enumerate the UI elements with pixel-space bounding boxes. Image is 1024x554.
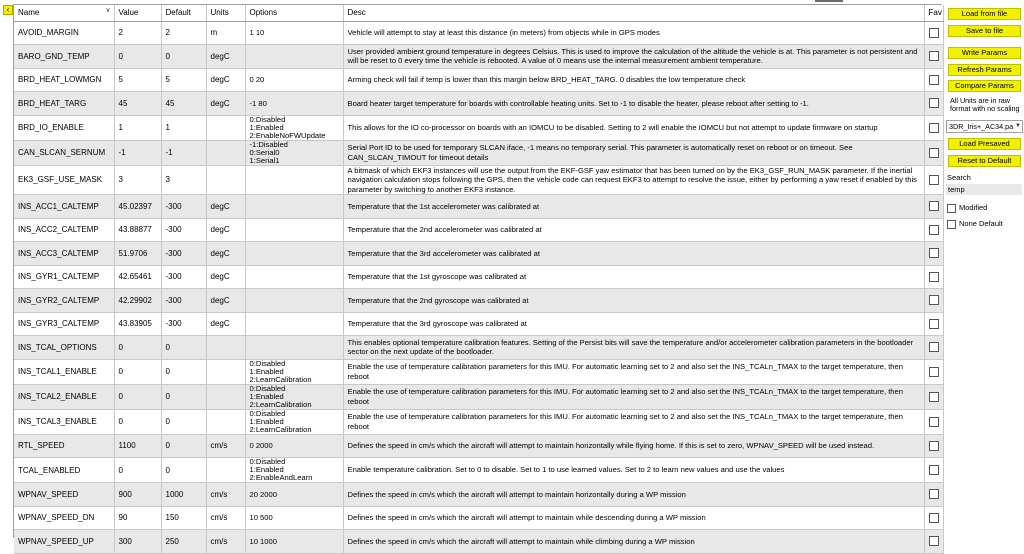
param-value-cell[interactable]: 43.88877: [114, 218, 161, 242]
param-units-cell: cm/s: [206, 434, 245, 458]
param-fav-cell: [924, 265, 943, 289]
param-value-cell[interactable]: 42.65461: [114, 265, 161, 289]
param-options-cell: 0:Disabled 1:Enabled 2:LearnCalibration: [245, 359, 343, 384]
param-fav-cell: [924, 312, 943, 336]
param-name-cell: WPNAV_SPEED_UP: [14, 530, 114, 554]
param-fav-cell: [924, 289, 943, 313]
param-default-cell: -300: [161, 242, 206, 266]
param-units-cell: degC: [206, 92, 245, 116]
table-row[interactable]: [14, 242, 943, 266]
param-desc-cell: Temperature that the 1st gyroscope was calibrated at: [343, 265, 924, 289]
favorite-checkbox[interactable]: [929, 175, 939, 185]
param-desc-cell: Temperature that the 2nd accelerometer was calibrated at: [343, 218, 924, 242]
favorite-checkbox[interactable]: [929, 148, 939, 158]
param-value-cell[interactable]: -1: [114, 140, 161, 165]
param-units-cell: degC: [206, 68, 245, 92]
param-name-cell: INS_GYR2_CALTEMP: [14, 289, 114, 313]
param-name-cell: WPNAV_SPEED_DN: [14, 506, 114, 530]
param-default-cell: 250: [161, 530, 206, 554]
param-value-cell[interactable]: 3: [114, 165, 161, 195]
table-row[interactable]: [14, 483, 943, 507]
favorite-checkbox[interactable]: [929, 367, 939, 377]
param-fav-cell: [924, 409, 943, 434]
favorite-checkbox[interactable]: [929, 319, 939, 329]
param-name-cell: INS_TCAL2_ENABLE: [14, 384, 114, 409]
param-value-cell[interactable]: 0: [114, 359, 161, 384]
parameter-grid: [13, 4, 942, 546]
param-default-cell: 0: [161, 384, 206, 409]
param-value-cell[interactable]: 1100: [114, 434, 161, 458]
param-fav-cell: [924, 530, 943, 554]
param-units-cell: [206, 458, 245, 483]
param-name-cell: RTL_SPEED: [14, 434, 114, 458]
modified-checkbox[interactable]: [947, 203, 987, 213]
param-fav-cell: [924, 140, 943, 165]
param-value-cell[interactable]: 45.02397: [114, 195, 161, 219]
param-name-cell: INS_ACC3_CALTEMP: [14, 242, 114, 266]
param-desc-cell: Vehicle will attempt to stay at least this distance (in meters) from objects while in GPS modes: [343, 21, 924, 45]
param-desc-cell: Defines the speed in cm/s which the aircraft will attempt to maintain horizontally while flying home. If this is set to zero, WPNAV_SPEED will be used instead.: [343, 434, 924, 458]
param-fav-cell: [924, 21, 943, 45]
search-input[interactable]: temp: [946, 184, 1022, 195]
param-value-cell[interactable]: 90: [114, 506, 161, 530]
param-value-cell[interactable]: 43.83905: [114, 312, 161, 336]
favorite-checkbox[interactable]: [929, 513, 939, 523]
favorite-checkbox[interactable]: [929, 272, 939, 282]
param-name-cell: INS_ACC2_CALTEMP: [14, 218, 114, 242]
param-options-cell: [245, 265, 343, 289]
right-panel: [945, 0, 1024, 544]
param-name-cell: EK3_GSF_USE_MASK: [14, 165, 114, 195]
units-note: All Units are in raw format with no scaling: [950, 96, 1020, 113]
modified-checkbox-box[interactable]: [947, 204, 956, 213]
top-scrollbar-fragment: [815, 0, 843, 2]
param-name-cell: CAN_SLCAN_SERNUM: [14, 140, 114, 165]
param-fav-cell: [924, 218, 943, 242]
param-units-cell: degC: [206, 218, 245, 242]
param-options-cell: [245, 195, 343, 219]
param-desc-cell: Enable temperature calibration. Set to 0 to disable. Set to 1 to use learned values. Set to 2 to learn new values and use the values: [343, 458, 924, 483]
param-fav-cell: [924, 115, 943, 140]
param-options-cell: [245, 312, 343, 336]
param-value-cell[interactable]: 42.29902: [114, 289, 161, 313]
param-units-cell: [206, 409, 245, 434]
param-default-cell: 1000: [161, 483, 206, 507]
param-options-cell: 10 500: [245, 506, 343, 530]
favorite-checkbox[interactable]: [929, 441, 939, 451]
collapse-left-icon[interactable]: ‹: [3, 5, 13, 15]
param-default-cell: -300: [161, 195, 206, 219]
header-row: [14, 5, 943, 21]
param-name-cell: BRD_HEAT_TARG: [14, 92, 114, 116]
param-desc-cell: Board heater target temperature for boards with controllable heating units. Set to -1 to disable the heater, please reboot after setting to -1.: [343, 92, 924, 116]
param-options-cell: 0:Disabled 1:Enabled 2:LearnCalibration: [245, 409, 343, 434]
param-name-cell: INS_TCAL1_ENABLE: [14, 359, 114, 384]
param-default-cell: 45: [161, 92, 206, 116]
table-row[interactable]: [14, 458, 943, 483]
param-default-cell: 1: [161, 115, 206, 140]
parameter-rows: [14, 21, 943, 553]
param-units-cell: degC: [206, 242, 245, 266]
param-desc-cell: Defines the speed in cm/s which the aircraft will attempt to maintain while climbing during a WP mission: [343, 530, 924, 554]
table-row[interactable]: [14, 384, 943, 409]
param-units-cell: degC: [206, 265, 245, 289]
param-default-cell: -300: [161, 312, 206, 336]
param-value-cell[interactable]: 2: [114, 21, 161, 45]
param-units-cell: [206, 384, 245, 409]
param-desc-cell: Defines the speed in cm/s which the aircraft will attempt to maintain horizontally during a WP mission: [343, 483, 924, 507]
favorite-checkbox[interactable]: [929, 248, 939, 258]
table-row[interactable]: [14, 434, 943, 458]
favorite-checkbox[interactable]: [929, 392, 939, 402]
favorite-checkbox[interactable]: [929, 465, 939, 475]
table-row[interactable]: [14, 165, 943, 195]
table-row[interactable]: [14, 312, 943, 336]
none-default-checkbox-label: None Default: [959, 219, 1003, 228]
param-fav-cell: [924, 384, 943, 409]
table-row[interactable]: [14, 336, 943, 360]
param-units-cell: [206, 140, 245, 165]
modified-checkbox-label: Modified: [959, 203, 988, 212]
param-default-cell: -300: [161, 218, 206, 242]
param-units-cell: degC: [206, 289, 245, 313]
param-desc-cell: Enable the use of temperature calibration parameters for this IMU. For automatic learning set to 2 and also set the INS_TCALn_TMAX to the target temperature, then reboot: [343, 409, 924, 434]
param-value-cell[interactable]: 51.9706: [114, 242, 161, 266]
param-fav-cell: [924, 165, 943, 195]
param-desc-cell: This allows for the IO co-processor on boards with an IOMCU to be disabled. Setting to 2 will enable the IOMCU but not attempt to update firmware on startup: [343, 115, 924, 140]
table-row[interactable]: [14, 409, 943, 434]
search-label: Search: [947, 173, 971, 182]
table-row[interactable]: [14, 92, 943, 116]
param-default-cell: 3: [161, 165, 206, 195]
param-options-cell: 0:Disabled 1:Enabled 2:EnableAndLearn: [245, 458, 343, 483]
param-units-cell: degC: [206, 312, 245, 336]
favorite-checkbox[interactable]: [929, 201, 939, 211]
param-value-cell[interactable]: 0: [114, 409, 161, 434]
param-default-cell: 0: [161, 336, 206, 360]
param-options-cell: 20 2000: [245, 483, 343, 507]
param-value-cell[interactable]: 0: [114, 336, 161, 360]
param-units-cell: cm/s: [206, 483, 245, 507]
param-name-cell: BARO_GND_TEMP: [14, 45, 114, 69]
param-fav-cell: [924, 195, 943, 219]
reset-to-default-button[interactable]: Reset to Default: [948, 155, 1021, 167]
favorite-checkbox[interactable]: [929, 98, 939, 108]
param-desc-cell: Enable the use of temperature calibration parameters for this IMU. For automatic learning set to 2 and also set the INS_TCALn_TMAX to the target temperature, then reboot: [343, 359, 924, 384]
column-header-desc[interactable]: Desc: [343, 5, 924, 21]
param-units-cell: degC: [206, 45, 245, 69]
firmware-param-select[interactable]: [946, 120, 1023, 133]
firmware-param-select-value: 3DR_Iris+_AC34.pa: [949, 122, 1014, 131]
param-desc-cell: Temperature that the 3rd gyroscope was calibrated at: [343, 312, 924, 336]
param-name-cell: WPNAV_SPEED: [14, 483, 114, 507]
table-row[interactable]: [14, 140, 943, 165]
favorite-checkbox[interactable]: [929, 225, 939, 235]
param-name-cell: BRD_HEAT_LOWMGN: [14, 68, 114, 92]
param-options-cell: 10 1000: [245, 530, 343, 554]
parameter-table: [14, 5, 944, 554]
table-row[interactable]: [14, 68, 943, 92]
param-units-cell: cm/s: [206, 530, 245, 554]
param-fav-cell: [924, 336, 943, 360]
param-value-cell[interactable]: 45: [114, 92, 161, 116]
favorite-checkbox[interactable]: [929, 51, 939, 61]
param-value-cell[interactable]: 900: [114, 483, 161, 507]
chevron-down-icon: ▼: [1015, 123, 1021, 129]
param-units-cell: [206, 359, 245, 384]
param-desc-cell: Enable the use of temperature calibration parameters for this IMU. For automatic learning set to 2 and also set the INS_TCALn_TMAX to the target temperature, then reboot: [343, 384, 924, 409]
param-default-cell: 2: [161, 21, 206, 45]
param-desc-cell: User provided ambient ground temperature in degrees Celsius. This is used to improve the calculation of the altitude the vehicle is at. This parameter is not persistent and will be reset to 0 every time the vehicle is rebooted. A value of 0 means use the internal measurement ambient temperature.: [343, 45, 924, 69]
param-fav-cell: [924, 359, 943, 384]
param-units-cell: cm/s: [206, 506, 245, 530]
table-row[interactable]: [14, 21, 943, 45]
param-name-cell: INS_GYR3_CALTEMP: [14, 312, 114, 336]
param-value-cell[interactable]: 1: [114, 115, 161, 140]
column-header-units[interactable]: Units: [206, 5, 245, 21]
favorite-checkbox[interactable]: [929, 417, 939, 427]
table-row[interactable]: [14, 265, 943, 289]
write-params-button[interactable]: Write Params: [948, 47, 1021, 59]
param-default-cell: 0: [161, 409, 206, 434]
param-options-cell: [245, 218, 343, 242]
param-value-cell[interactable]: 5: [114, 68, 161, 92]
param-value-cell[interactable]: 0: [114, 384, 161, 409]
column-header-value[interactable]: Value: [114, 5, 161, 21]
column-header-name[interactable]: Name ∨: [14, 5, 114, 21]
param-options-cell: 0 20: [245, 68, 343, 92]
table-row[interactable]: [14, 218, 943, 242]
param-default-cell: 5: [161, 68, 206, 92]
param-value-cell[interactable]: 300: [114, 530, 161, 554]
load-from-file-button[interactable]: Load from file: [948, 8, 1021, 20]
param-options-cell: [245, 242, 343, 266]
sort-arrow-icon: ∨: [105, 7, 111, 14]
param-value-cell[interactable]: 0: [114, 45, 161, 69]
table-row[interactable]: [14, 115, 943, 140]
param-fav-cell: [924, 434, 943, 458]
param-fav-cell: [924, 92, 943, 116]
param-name-cell: INS_ACC1_CALTEMP: [14, 195, 114, 219]
favorite-checkbox[interactable]: [929, 123, 939, 133]
param-desc-cell: Serial Port ID to be used for temporary SLCAN iface, -1 means no temporary serial. This parameter is automatically reset on reboot or on timeout. See CAN_SLCAN_TIMOUT for timeout details: [343, 140, 924, 165]
favorite-checkbox[interactable]: [929, 489, 939, 499]
param-fav-cell: [924, 458, 943, 483]
param-options-cell: 0 2000: [245, 434, 343, 458]
param-name-cell: INS_GYR1_CALTEMP: [14, 265, 114, 289]
param-name-cell: INS_TCAL_OPTIONS: [14, 336, 114, 360]
table-row[interactable]: [14, 359, 943, 384]
param-units-cell: degC: [206, 195, 245, 219]
param-options-cell: 0:Disabled 1:Enabled 2:LearnCalibration: [245, 384, 343, 409]
param-options-cell: -1:Disabled 0:Serial0 1:Serial1: [245, 140, 343, 165]
favorite-checkbox[interactable]: [929, 342, 939, 352]
param-options-cell: [245, 165, 343, 195]
param-name-cell: BRD_IO_ENABLE: [14, 115, 114, 140]
param-options-cell: 0:Disabled 1:Enabled 2:EnableNoFWUpdate: [245, 115, 343, 140]
param-value-cell[interactable]: 0: [114, 458, 161, 483]
table-row[interactable]: [14, 45, 943, 69]
param-units-cell: [206, 336, 245, 360]
param-units-cell: [206, 115, 245, 140]
param-units-cell: [206, 165, 245, 195]
param-options-cell: [245, 289, 343, 313]
column-header-default[interactable]: Default: [161, 5, 206, 21]
none-default-checkbox-box[interactable]: [947, 220, 956, 229]
table-row[interactable]: [14, 506, 943, 530]
param-default-cell: 0: [161, 359, 206, 384]
param-units-cell: m: [206, 21, 245, 45]
none-default-checkbox[interactable]: [947, 219, 1003, 229]
param-name-cell: INS_TCAL3_ENABLE: [14, 409, 114, 434]
param-fav-cell: [924, 68, 943, 92]
favorite-checkbox[interactable]: [929, 28, 939, 38]
param-options-cell: 1 10: [245, 21, 343, 45]
table-row[interactable]: [14, 195, 943, 219]
favorite-checkbox[interactable]: [929, 536, 939, 546]
compare-params-button[interactable]: Compare Params: [948, 80, 1021, 92]
param-options-cell: [245, 45, 343, 69]
param-name-cell: AVOID_MARGIN: [14, 21, 114, 45]
param-fav-cell: [924, 506, 943, 530]
param-desc-cell: Temperature that the 1st accelerometer was calibrated at: [343, 195, 924, 219]
param-default-cell: 0: [161, 45, 206, 69]
param-desc-cell: Temperature that the 3rd accelerometer was calibrated at: [343, 242, 924, 266]
param-default-cell: -300: [161, 289, 206, 313]
column-header-options[interactable]: Options: [245, 5, 343, 21]
table-row[interactable]: [14, 530, 943, 554]
param-default-cell: 0: [161, 434, 206, 458]
param-default-cell: -1: [161, 140, 206, 165]
param-default-cell: 0: [161, 458, 206, 483]
load-presaved-button[interactable]: Load Presaved: [948, 138, 1021, 150]
param-desc-cell: Arming check will fail if temp is lower than this margin below BRD_HEAT_TARG. 0 disables the low temperature check: [343, 68, 924, 92]
param-desc-cell: Temperature that the 2nd gyroscope was calibrated at: [343, 289, 924, 313]
favorite-checkbox[interactable]: [929, 75, 939, 85]
save-to-file-button[interactable]: Save to file: [948, 25, 1021, 37]
table-row[interactable]: [14, 289, 943, 313]
param-desc-cell: A bitmask of which EKF3 instances will use the output from the EKF-GSF yaw estimator that has been turned on by the EK3_GSF_RUN_MASK parameter. If the inertial navigation calculation stops following the GPS, then the vehicle code can request EKF3 to attempt to resolve the issue, either by performing a yaw reset if enabled by this parameter by switching to another EKF3 instance.: [343, 165, 924, 195]
param-fav-cell: [924, 242, 943, 266]
column-header-fav[interactable]: Fav: [924, 5, 943, 21]
param-desc-cell: This enables optional temperature calibration features. Setting of the Persist bits will save the temperature and/or accelerometer calibration parameters in the bootloader sector on the next update of the bootloader.: [343, 336, 924, 360]
favorite-checkbox[interactable]: [929, 295, 939, 305]
param-default-cell: 150: [161, 506, 206, 530]
param-fav-cell: [924, 45, 943, 69]
param-options-cell: [245, 336, 343, 360]
param-fav-cell: [924, 483, 943, 507]
refresh-params-button[interactable]: Refresh Params: [948, 64, 1021, 76]
param-name-cell: TCAL_ENABLED: [14, 458, 114, 483]
param-options-cell: -1 80: [245, 92, 343, 116]
param-default-cell: -300: [161, 265, 206, 289]
param-desc-cell: Defines the speed in cm/s which the aircraft will attempt to maintain while descending during a WP mission: [343, 506, 924, 530]
